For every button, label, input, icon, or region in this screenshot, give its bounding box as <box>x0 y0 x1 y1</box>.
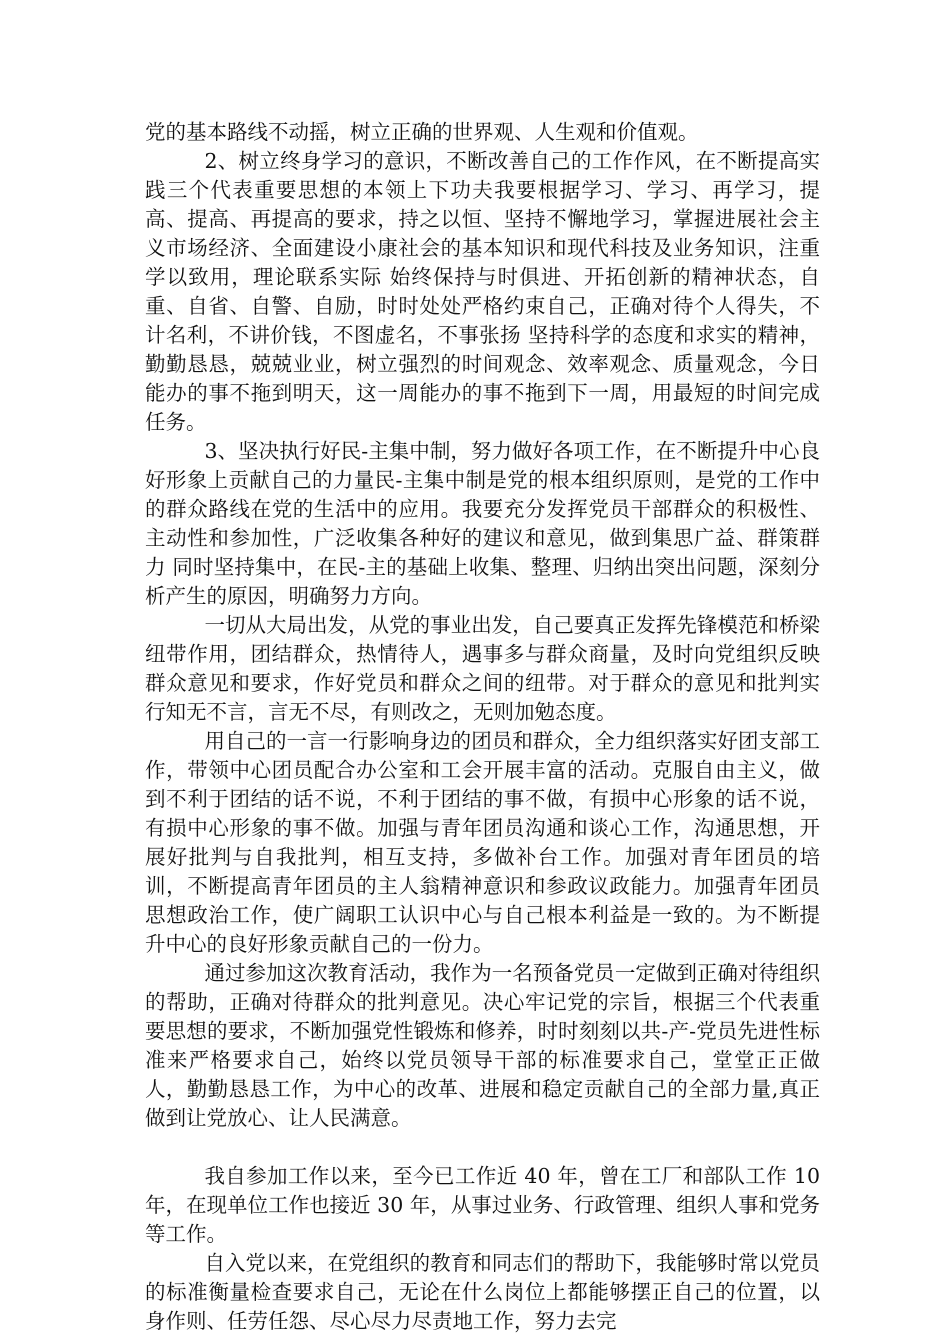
paragraph-7: 我自参加工作以来，至今已工作近 40 年，曾在工厂和部队工作 10 年，在现单位工作也接近 30 年，从事过业务、行政管理、组织人事和党务等工作。 <box>145 1164 820 1246</box>
paragraph-4: 一切从大局出发，从党的事业出发，自己要真正发挥先锋模范和桥梁纽带作用，团结群众，热情待人，遇事多与群众商量，及时向党组织反映群众意见和要求，作好党员和群众之间的纽带。对于群众的意见和批判实行知无不言，言无不尽，有则改之，无则加勉态度。 <box>145 613 820 724</box>
paragraph-8: 自入党以来，在党组织的教育和同志们的帮助下，我能够时常以党员的标准衡量检查要求自己，无论在什么岗位上都能够摆正自己的位置，以身作则、任劳任怨、尽心尽力尽责地工作，努力去完 <box>145 1251 820 1333</box>
paragraph-6: 通过参加这次教育活动，我作为一名预备党员一定做到正确对待组织的帮助，正确对待群众的批判意见。决心牢记党的宗旨，根据三个代表重要思想的要求，不断加强党性锻炼和修养，时时刻刻以共-产-党员先进性标准来严格要求自己，始终以党员领导干部的标准要求自己，堂堂正正做人，勤勤恳恳工作，为中心的改革、进展和稳定贡献自己的全部力量,真正做到让党放心、让人民满意。 <box>145 961 820 1130</box>
document-body <box>145 118 820 1336</box>
paragraph-2: 2、树立终身学习的意识，不断改善自己的工作作风，在不断提高实践三个代表重要思想的本领上下功夫我要根据学习、学习、再学习，提高、提高、再提高的要求，持之以恒、坚持不懈地学习，掌握进展社会主义市场经济、全面建设小康社会的基本知识和现代科技及业务知识，注重学以致用，理论联系实际 始终保持与时俱进、开拓创新的精神状态，自重、自省、自警、自励，时时处处严格约束自己，正确对待个人得失，不计名利，不讲价钱，不图虚名，不事张扬 坚持科学的态度和求实的精神，勤勤恳恳，兢兢业业，树立强烈的时间观念、效率观念、质量观念，今日能办的事不拖到明天，这一周能办的事不拖到下一周，用最短的时间完成任务。 <box>145 149 820 434</box>
paragraph-1: 党的基本路线不动摇，树立正确的世界观、人生观和价值观。 <box>145 120 699 144</box>
paragraph-3: 3、坚决执行好民-主集中制，努力做好各项工作，在不断提升中心良好形象上贡献自己的力量民-主集中制是党的根本组织原则，是党的工作中的群众路线在党的生活中的应用。我要充分发挥党员干部群众的积极性、主动性和参加性，广泛收集各种好的建议和意见，做到集思广益、群策群力 同时坚持集中，在民-主的基础上收集、整理、归纳出突出问题，深刻分析产生的原因，明确努力方向。 <box>145 439 820 608</box>
paragraph-gap <box>145 1133 820 1162</box>
paragraph-5: 用自己的一言一行影响身边的团员和群众，全力组织落实好团支部工作，带领中心团员配合办公室和工会开展丰富的活动。克服自由主义，做到不利于团结的话不说，不利于团结的事不做，有损中心形象的话不说，有损中心形象的事不做。加强与青年团员沟通和谈心工作，沟通思想，开展好批判与自我批判，相互支持，多做补台工作。加强对青年团员的培训，不断提高青年团员的主人翁精神意识和参政议政能力。加强青年团员思想政治工作，使广阔职工认识中心与自己根本利益是一致的。为不断提升中心的良好形象贡献自己的一份力。 <box>145 729 820 956</box>
